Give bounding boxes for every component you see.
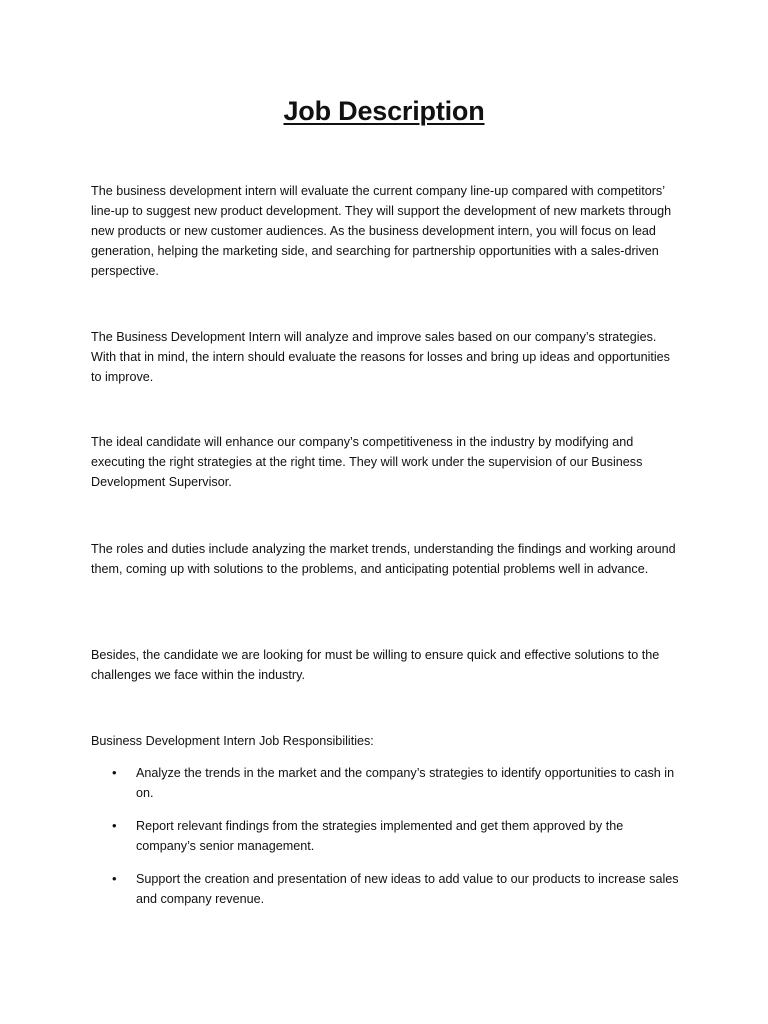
list-item (91, 763, 681, 803)
list-item-text: Support the creation and presentation of new ideas to add value to our products to increase sales and company revenue. (136, 872, 679, 906)
paragraph-ideal-candidate: The ideal candidate will enhance our company’s competitiveness in the industry by modifying and executing the right strategies at the right time. They will work under the supervision of our Business Development Supervisor. (91, 435, 643, 489)
document-title: Job Description (283, 96, 485, 126)
responsibilities-heading: Business Development Intern Job Responsibilities: (91, 734, 374, 748)
paragraph-roles-duties: The roles and duties include analyzing the market trends, understanding the findings and working around them, coming up with solutions to the problems, and anticipating potential problems well in advance. (91, 542, 676, 576)
responsibilities-list (91, 763, 681, 922)
list-item (91, 869, 681, 909)
paragraph-intro: The business development intern will evaluate the current company line-up compared with competitors’ line-up to suggest new product development. They will support the development of new markets through new products or new customer audiences. As the business development intern, you will focus on lead generation, helping the marketing side, and searching for partnership opportunities with a sales-driven perspective. (91, 184, 672, 278)
paragraph-candidate-requirements: Besides, the candidate we are looking for must be willing to ensure quick and effective solutions to the challenges we face within the industry. (91, 648, 660, 682)
bullet-icon: • (112, 871, 117, 886)
list-item-text: Report relevant findings from the strategies implemented and get them approved by the company’s senior management. (136, 819, 624, 853)
paragraph-sales-analysis: The Business Development Intern will analyze and improve sales based on our company’s strategies. With that in mind, the intern should evaluate the reasons for losses and bring up ideas and opportunities to improve. (91, 330, 670, 384)
bullet-icon: • (112, 818, 117, 833)
list-item-text: Analyze the trends in the market and the company’s strategies to identify opportunities to cash in on. (136, 766, 675, 800)
list-item (91, 816, 681, 856)
bullet-icon: • (112, 765, 117, 780)
